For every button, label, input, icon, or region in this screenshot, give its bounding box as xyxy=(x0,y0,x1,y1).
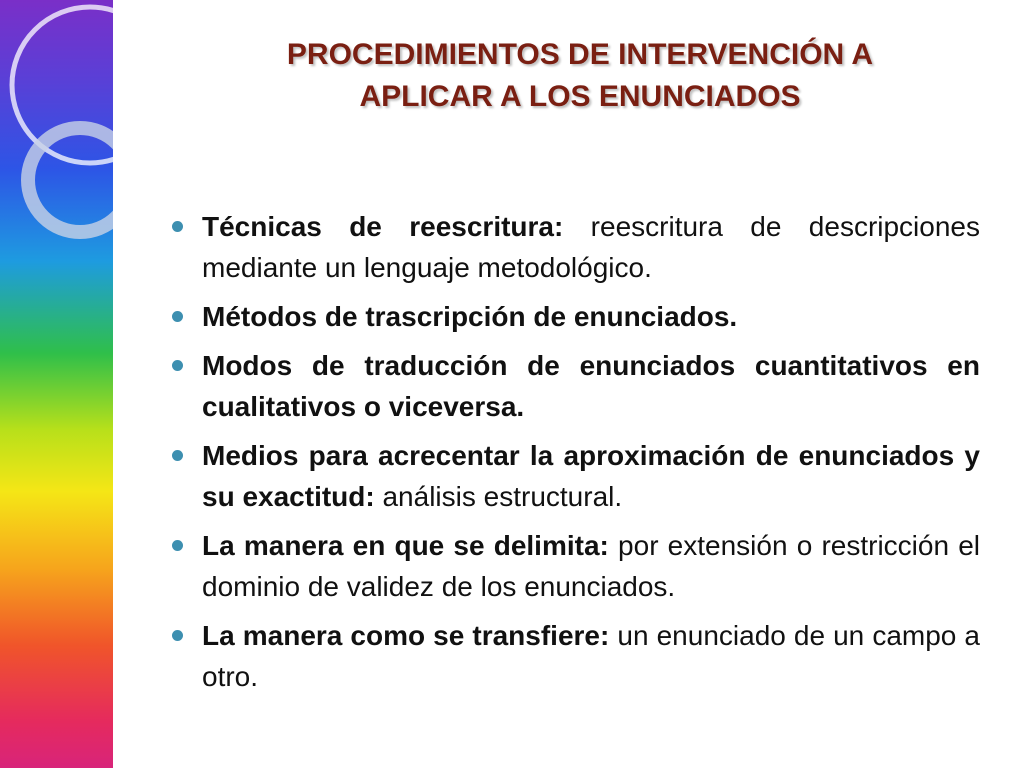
bullet-bold-text: Técnicas de reescritura: xyxy=(202,211,564,242)
bullet-text: análisis estructural. xyxy=(374,481,623,512)
title-line-1: PROCEDIMIENTOS DE INTERVENCIÓN A xyxy=(286,38,874,71)
slide-title xyxy=(180,34,980,118)
rainbow-side-band xyxy=(0,0,113,768)
small-ring xyxy=(28,128,113,232)
bullet-dot-icon xyxy=(172,311,183,322)
bullet-item xyxy=(170,206,980,288)
bullet-bold-text: Métodos de trascripción de enunciados. xyxy=(202,301,738,332)
bullet-bold-text: La manera como se transfiere: xyxy=(202,620,610,651)
bullet-dot-icon xyxy=(172,360,183,371)
bullet-item xyxy=(170,435,980,517)
bullet-bold-text: La manera en que se delimita: xyxy=(202,530,609,561)
bullet-dot-icon xyxy=(172,540,183,551)
bullet-text: por extensión o restricción el dominio de validez de los enunciados. xyxy=(202,530,980,602)
bullet-bold-text: Medios para acrecentar la aproximación de enunciados y su exactitud: xyxy=(202,440,980,512)
bullet-dot-icon xyxy=(172,450,183,461)
bullet-bold-text: Modos de traducción de enunciados cuantitativos en cualitativos o viceversa. xyxy=(202,350,980,422)
bullet-dot-icon xyxy=(172,221,183,232)
title-line-2: APLICAR A LOS ENUNCIADOS xyxy=(359,80,801,113)
bullet-item xyxy=(170,345,980,427)
decorative-circles xyxy=(0,0,113,768)
bullet-list xyxy=(170,206,980,705)
bullet-dot-icon xyxy=(172,630,183,641)
bullet-item xyxy=(170,296,980,337)
bullet-text: un enunciado de un campo a otro. xyxy=(202,620,981,692)
bullet-item xyxy=(170,525,980,607)
bullet-item xyxy=(170,615,980,697)
large-ring xyxy=(12,7,113,163)
bullet-text: reescritura de descripciones mediante un lenguaje metodológico. xyxy=(202,211,980,283)
